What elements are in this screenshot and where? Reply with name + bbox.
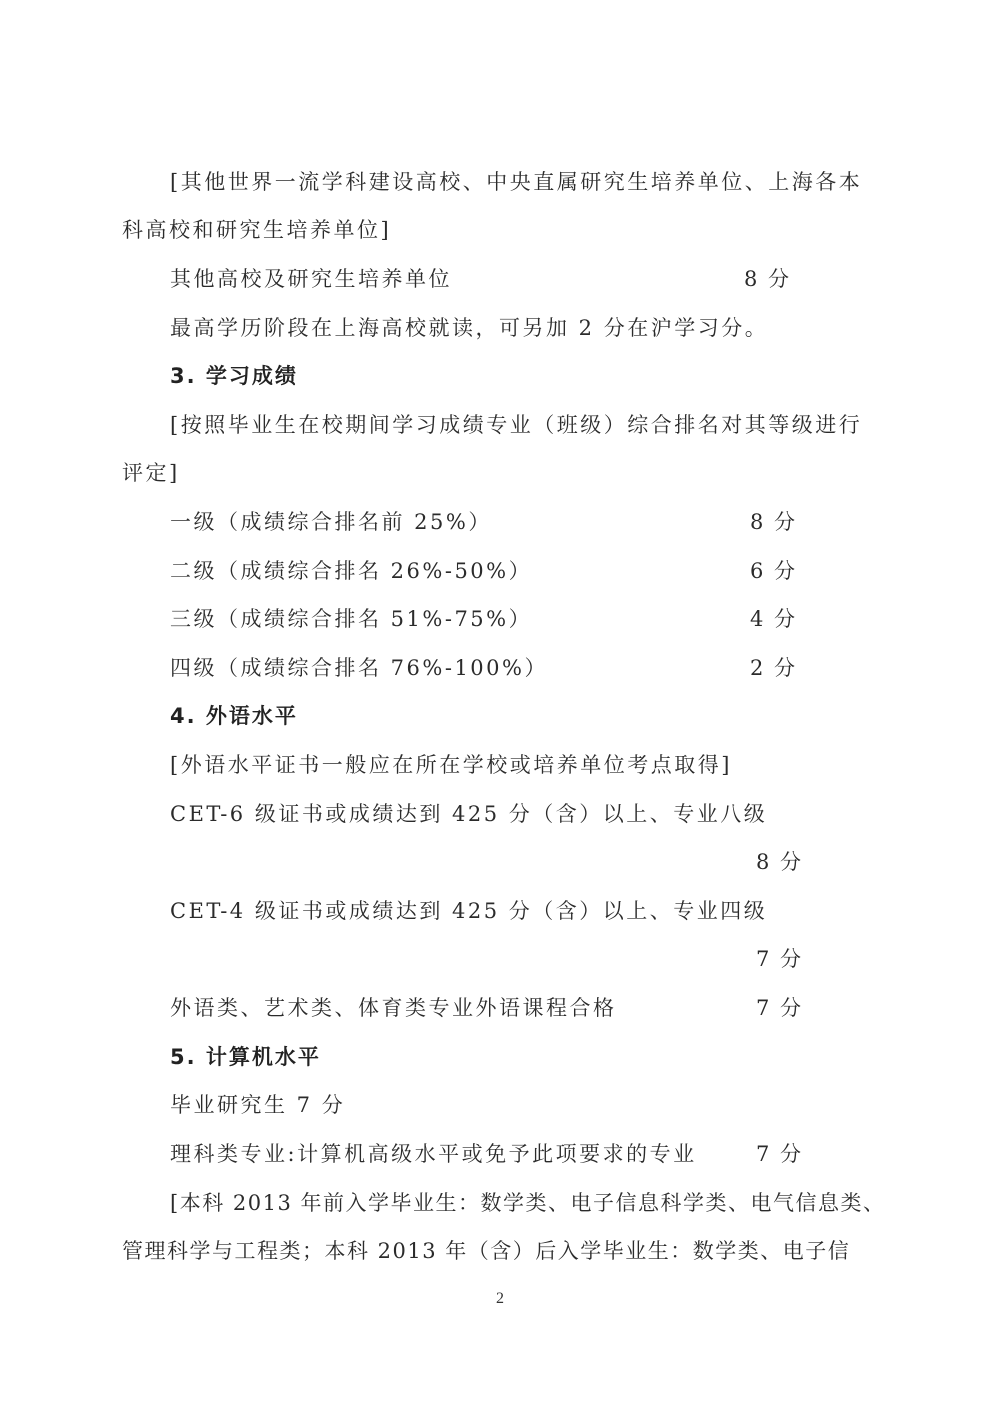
score-value: 4 分 <box>750 607 798 631</box>
score-value: 2 分 <box>750 656 798 680</box>
page-number: 2 <box>496 1290 504 1307</box>
text-line: 评定] <box>122 461 180 485</box>
text-line: [按照毕业生在校期间学习成绩专业（班级）综合排名对其等级进行 <box>170 413 863 437</box>
text-line: 外语类、艺术类、体育类专业外语课程合格 <box>170 996 617 1020</box>
text-line: [其他世界一流学科建设高校、中央直属研究生培养单位、上海各本 <box>170 170 863 194</box>
score-value: 6 分 <box>750 559 798 583</box>
text-line: 四级（成绩综合排名 76%-100%） <box>170 656 548 680</box>
score-value: 8 分 <box>744 267 792 291</box>
text-line: [外语水平证书一般应在所在学校或培养单位考点取得] <box>170 753 732 777</box>
score-value: 7 分 <box>756 996 804 1020</box>
score-value: 7 分 <box>756 947 804 971</box>
text-line: 科高校和研究生培养单位] <box>122 218 392 242</box>
text-line: 二级（成绩综合排名 26%-50%） <box>170 559 533 583</box>
score-value: 7 分 <box>756 1142 804 1166</box>
text-line: 其他高校及研究生培养单位 <box>170 267 452 291</box>
text-line: 三级（成绩综合排名 51%-75%） <box>170 607 533 631</box>
text-line: CET-4 级证书或成绩达到 425 分（含）以上、专业四级 <box>170 899 768 923</box>
score-value: 8 分 <box>750 510 798 534</box>
score-value: 8 分 <box>756 850 804 874</box>
text-line: CET-6 级证书或成绩达到 425 分（含）以上、专业八级 <box>170 802 768 826</box>
section-heading: 3. 学习成绩 <box>170 364 298 388</box>
text-line: [本科 2013 年前入学毕业生：数学类、电子信息科学类、电气信息类、 <box>170 1191 886 1215</box>
text-line: 管理科学与工程类；本科 2013 年（含）后入学毕业生：数学类、电子信 <box>122 1239 851 1263</box>
text-line: 一级（成绩综合排名前 25%） <box>170 510 492 534</box>
section-heading: 4. 外语水平 <box>170 704 298 728</box>
text-line: 最高学历阶段在上海高校就读，可另加 2 分在沪学习分。 <box>170 316 769 340</box>
text-line: 理科类专业:计算机高级水平或免予此项要求的专业 <box>170 1142 697 1166</box>
section-heading: 5. 计算机水平 <box>170 1045 321 1069</box>
text-line: 毕业研究生 7 分 <box>170 1093 346 1117</box>
